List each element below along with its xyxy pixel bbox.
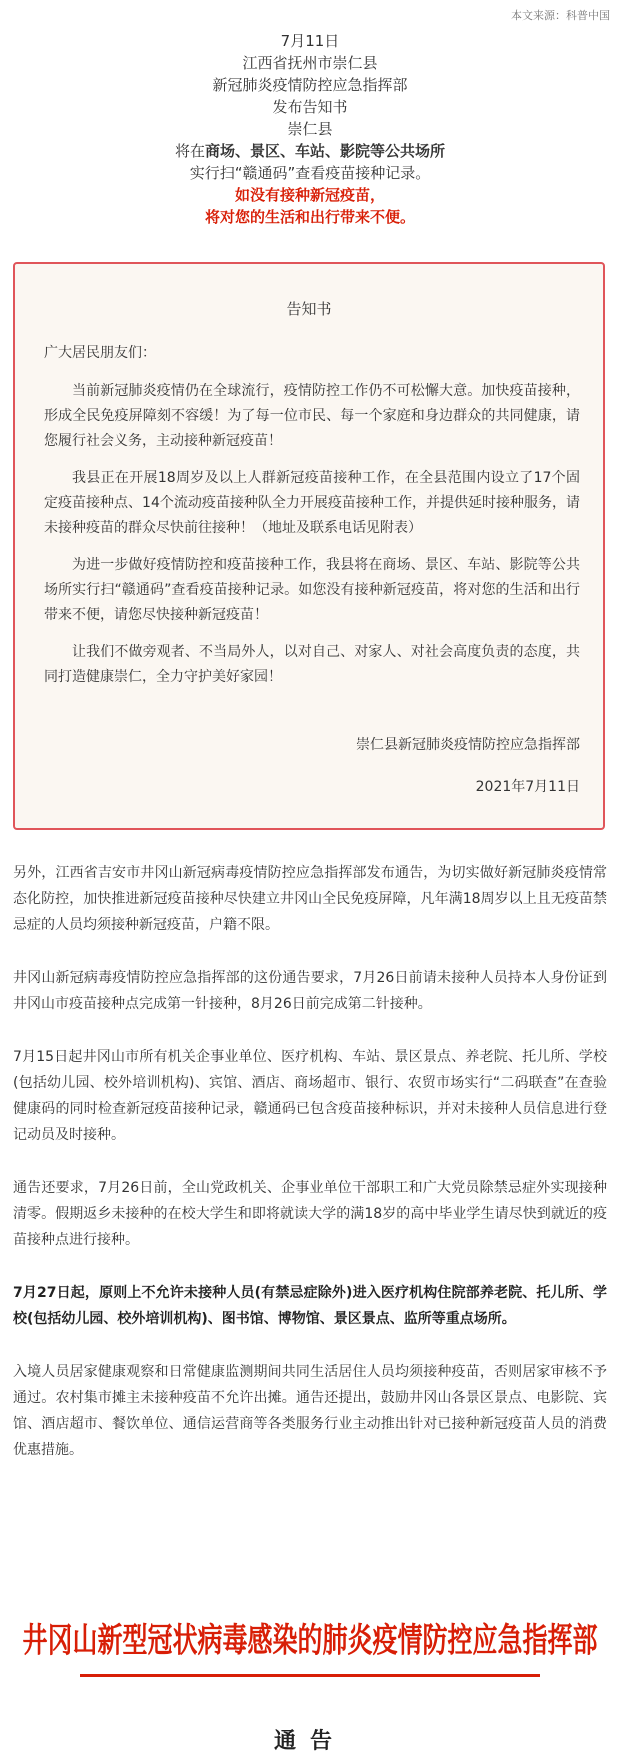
intro-action: 发布告知书 xyxy=(272,98,348,116)
official-notice-heading: 井冈山新型冠状病毒感染的肺炎疫情防控应急指挥部 xyxy=(22,1620,598,1660)
notice-paragraph: 为进一步做好疫情防控和疫苗接种工作，我县将在商场、景区、车站、影院等公共场所实行扫“赣通码”查看疫苗接种记录。如您没有接种新冠疫苗，将对您的生活和出行带来不便，请您尽快接种新冠疫苗！ xyxy=(44,557,580,623)
notice-paragraph: 当前新冠肺炎疫情仍在全球流行，疫情防控工作仍不可松懈大意。加快疫苗接种，形成全民免疫屏障刻不容缓！为了每一位市民、每一个家庭和身边群众的共同健康，请您履行社会义务，主动接种新冠疫苗！ xyxy=(44,383,580,449)
intro-location: 江西省抚州市崇仁县 xyxy=(242,54,378,72)
notice-body xyxy=(44,379,580,702)
notice-greeting: 广大居民朋友们： xyxy=(44,345,156,361)
intro-block xyxy=(0,30,620,228)
intro-county: 崇仁县 xyxy=(287,120,333,138)
notice-letter-box xyxy=(13,262,605,830)
article-paragraph: 通告还要求，7月26日前，全山党政机关、企事业单位干部职工和广大党员除禁忌症外实现接种清零。假期返乡未接种的在校大学生和即将就读大学的满18岁的高中毕业学生请尽快到就近的疫苗接种点进行接种。 xyxy=(13,1180,607,1248)
official-notice-subheading: 通告 xyxy=(273,1728,346,1754)
notice-paragraph: 让我们不做旁观者、不当局外人，以对自己、对家人、对社会高度负责的态度，共同打造健康崇仁，全力守护美好家园！ xyxy=(44,644,580,685)
intro-warning-1: 如没有接种新冠疫苗， xyxy=(234,186,385,204)
intro-places xyxy=(0,140,620,162)
article-paragraph: 入境人员居家健康观察和日常健康监测期间共同生活居住人员均须接种疫苗，否则居家审核不予通过。农村集市摊主未接种疫苗不允许出摊。通告还提出，鼓励井冈山各景区景点、电影院、宾馆、酒店超市、餐饮单位、通信运营商等各类服务行业主动推出针对已接种新冠疫苗人员的消费优惠措施。 xyxy=(13,1364,607,1458)
intro-date: 7月11日 xyxy=(280,32,340,50)
article-body xyxy=(13,860,607,1490)
article-paragraph-bold: 7月27日起，原则上不允许未接种人员(有禁忌症除外)进入医疗机构住院部养老院、托儿所、学校(包括幼儿园、校外培训机构)、图书馆、博物馆、景区景点、监所等重点场所。 xyxy=(13,1285,607,1327)
notice-signature-org: 崇仁县新冠肺炎疫情防控应急指挥部 xyxy=(356,737,580,753)
official-notice-header xyxy=(0,1620,620,1754)
intro-scan-code: 实行扫“赣通码”查看疫苗接种记录。 xyxy=(189,164,431,182)
article-paragraph: 另外，江西省吉安市井冈山新冠病毒疫情防控应急指挥部发布通告，为切实做好新冠肺炎疫情常态化防控，加快推进新冠疫苗接种尽快建立井冈山全民免疫屏障，凡年满18周岁以上且无疫苗禁忌症的人员均须接种新冠疫苗，户籍不限。 xyxy=(13,865,607,933)
intro-warning-2: 将对您的生活和出行带来不便。 xyxy=(204,208,415,226)
notice-title: 告知书 xyxy=(286,300,332,318)
source-credit: 本文来源：科普中国 xyxy=(511,9,610,22)
article-paragraph: 7月15日起井冈山市所有机关企事业单位、医疗机构、车站、景区景点、养老院、托儿所、学校(包括幼儿园、校外培训机构)、宾馆、酒店、商场超市、银行、农贸市场实行“二码联查”在查验健康码的同时检查新冠疫苗接种记录，赣通码已包含疫苗接种标识，并对未接种人员信息进行登记动员及时接种。 xyxy=(13,1049,607,1143)
notice-signature-date: 2021年7月11日 xyxy=(475,779,580,795)
intro-authority: 新冠肺炎疫情防控应急指挥部 xyxy=(212,76,408,94)
intro-places-highlight: 商场、景区、车站、影院等公共场所 xyxy=(205,142,446,160)
notice-paragraph: 我县正在开展18周岁及以上人群新冠疫苗接种工作，在全县范围内设立了17个固定疫苗接种点、14个流动疫苗接种队全力开展疫苗接种工作，并提供延时接种服务，请未接种疫苗的群众尽快前往接种！（地址及联系电话见附表） xyxy=(44,470,580,536)
red-divider xyxy=(80,1674,540,1677)
article-paragraph: 井冈山新冠病毒疫情防控应急指挥部的这份通告要求，7月26日前请未接种人员持本人身份证到井冈山市疫苗接种点完成第一针接种，8月26日前完成第二针接种。 xyxy=(13,970,607,1012)
intro-places-prefix: 将在 xyxy=(174,142,205,160)
